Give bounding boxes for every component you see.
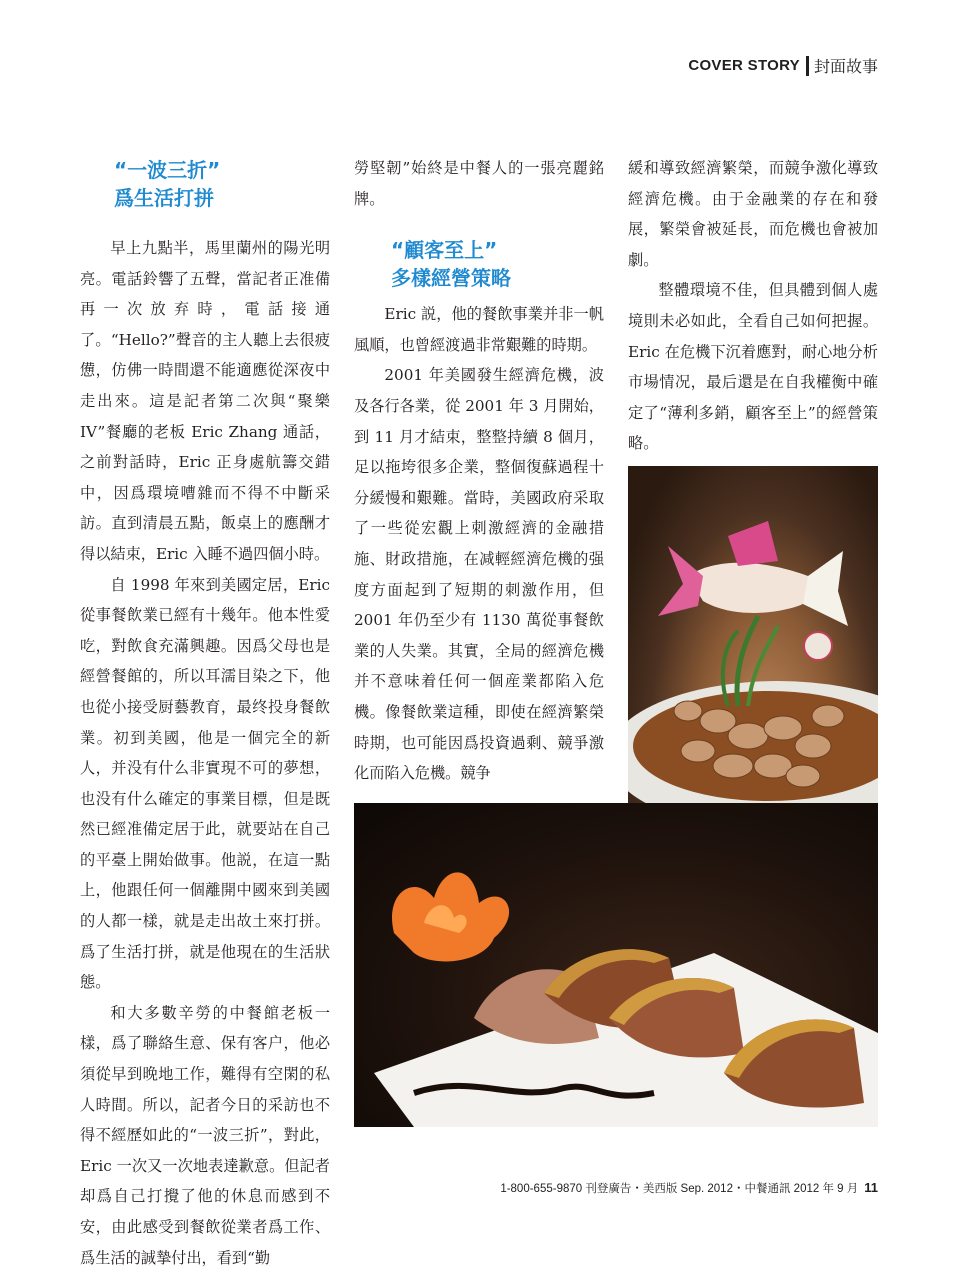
- paragraph: 緩和導致經濟繁榮，而競争激化導致經濟危機。由于金融業的存在和發展，繁榮會被延長，而危機也會被加劇。: [628, 159, 878, 269]
- footer-text: 1-800-655-9870 刊登廣告・美西版 Sep. 2012・中餐通訊 2012 年 9 月: [500, 1183, 859, 1195]
- paragraph: 勞堅韌”始終是中餐人的一張亮麗銘牌。: [354, 159, 604, 208]
- page-number: 11: [864, 1180, 878, 1195]
- page-footer: [500, 1180, 878, 1196]
- subheading-1-line1: “一波三折”: [114, 158, 221, 182]
- subheading-2: [391, 236, 511, 292]
- header-divider: [806, 56, 809, 76]
- section-header: [688, 54, 878, 77]
- subheading-2-line1: “顧客至上”: [391, 238, 498, 262]
- section-title-en: COVER STORY: [688, 57, 800, 74]
- paragraph: 自 1998 年來到美國定居，Eric 從事餐飲業已經有十幾年。他本性愛吃，對飲食充滿興趣。因爲父母也是經營餐館的，所以耳濡目染之下，他也從小接受厨藝教育，最终投身餐飲業。初到美國，他是一個完全的新人，并没有什么非實現不可的夢想，也没有什么確定的事業目標，但是既然已經准備定居于此，就要站在自己的平臺上開始做事。他説，在這一點上，他跟任何一個離開中國來到美國的人都一樣，就是走出故土來打拼。爲了生活打拼，就是他現在的生活狀態。: [80, 575, 330, 992]
- paragraph: 和大多數辛勞的中餐館老板一樣，爲了聯絡生意、保有客户，他必須從早到晚地工作，難得有空閑的私人時間。所以，記者今日的采訪也不得不經歷如此的“一波三折”，對此，Eric 一次又一次地表達歉意。但記者却爲自己打攪了他的休息而感到不安，由此感受到餐飲從業者爲工作、爲生活的誠摯付出，看到“勤: [80, 1003, 330, 1267]
- clam-dish-photo: [628, 466, 878, 841]
- subheading-1-line2: 爲生活打拼: [114, 186, 214, 210]
- paragraph: 2001 年美國發生經濟危機，波及各行各業，從 2001 年 3 月開始，到 11 月才結束，整整持續 8 個月，足以拖垮很多企業，整個復蘇過程十分緩慢和艱難。當時，美國政府采取了一些從宏觀上刺激經濟的金融措施、財政措施，在减輕經濟危機的强度方面起到了短期的刺激作用，但 2001 年仍至少有 1130 萬從事餐飲業的人失業。其實，全局的經濟危機并不意味着任何一個産業都陷入危機。像餐飲業這種，即使在經濟繁榮時期，也可能因爲投資過剩、競爭激化而陷入危機。競争: [354, 366, 604, 783]
- subheading-2-line2: 多樣經營策略: [391, 266, 511, 290]
- paragraph: 整體環境不佳，但具體到個人處境則未必如此，全看自己如何把握。Eric 在危機下沉着應對，耐心地分析市場情况，最后還是在自我權衡中確定了“薄利多銷，顧客至上”的經營策略。: [628, 281, 878, 453]
- article-column-3: [628, 153, 878, 459]
- section-title-zh: 封面故事: [813, 59, 878, 76]
- roast-duck-photo: [354, 803, 878, 1127]
- paragraph: Eric 説，他的餐飲事業并非一帆風順，也曾經渡過非常艱難的時期。: [354, 305, 604, 354]
- paragraph: 早上九點半，馬里蘭州的陽光明亮。電話鈴響了五聲，當記者正准備再一次放弃時，電話接通了。“Hello?”聲音的主人聽上去很疲憊，仿佛一時間還不能適應從深夜中走出來。這是記者第二次與“聚樂 IV”餐廳的老板 Eric Zhang 通話，之前對話時，Eric 正身處航籌交錯中，因爲環境嘈雜而不得不中斷采訪。直到清晨五點，飯桌上的應酬才得以結束，Eric 入睡不過四個小時。: [80, 239, 330, 563]
- article-column-1: [80, 233, 330, 1273]
- subheading-1: [114, 156, 220, 212]
